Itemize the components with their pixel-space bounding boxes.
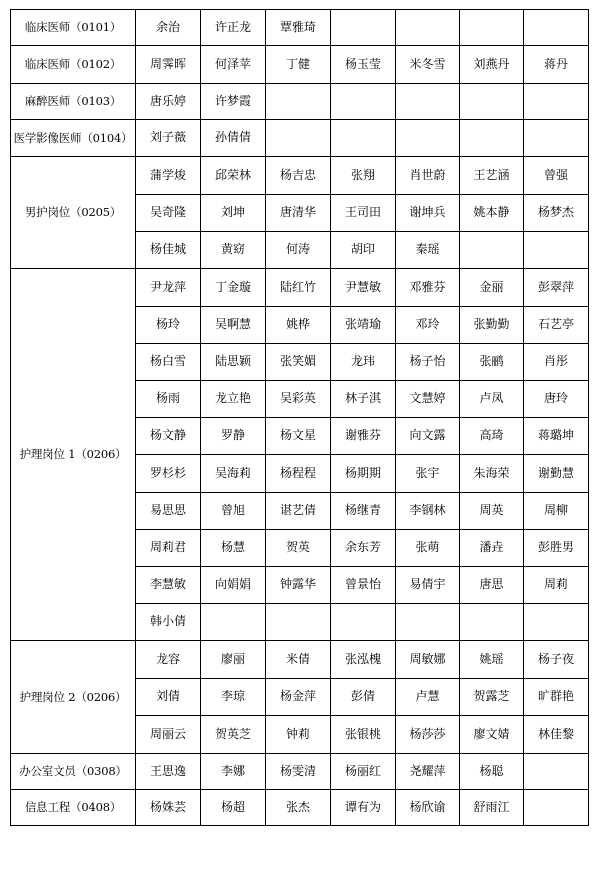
candidate-name-cell: 钟莉: [266, 716, 331, 754]
candidate-name-cell: 杨雯清: [266, 754, 331, 790]
candidate-name-cell: 张笑媚: [266, 344, 331, 381]
candidate-name-cell: 尹龙萍: [136, 269, 201, 307]
post-name-cell: 信息工程（0408）: [11, 790, 136, 826]
candidate-name-cell: [331, 120, 396, 157]
candidate-name-cell: 吴彩英: [266, 381, 331, 418]
candidate-name-cell: 潘垚: [460, 530, 524, 567]
candidate-name-cell: [331, 10, 396, 46]
candidate-name-cell: 向文露: [396, 418, 460, 455]
candidate-name-cell: 许正龙: [201, 10, 266, 46]
candidate-name-cell: 邓玲: [396, 307, 460, 344]
candidate-name-cell: 李钢林: [396, 493, 460, 530]
candidate-name-cell: 余东芳: [331, 530, 396, 567]
candidate-name-cell: 李娜: [201, 754, 266, 790]
candidate-name-cell: 杨金萍: [266, 679, 331, 716]
post-name-cell: 临床医师（0101）: [11, 10, 136, 46]
candidate-name-cell: 朱海荣: [460, 455, 524, 493]
candidate-name-cell: 刘燕丹: [460, 46, 524, 84]
candidate-name-cell: 姚瑶: [460, 641, 524, 679]
candidate-name-cell: 覃雅琦: [266, 10, 331, 46]
candidate-name-cell: 石艺亭: [524, 307, 589, 344]
candidate-name-cell: 何泽苹: [201, 46, 266, 84]
post-name-cell: 医学影像医师（0104）: [11, 120, 136, 157]
candidate-name-cell: 吴奇隆: [136, 195, 201, 232]
candidate-name-cell: 舒雨江: [460, 790, 524, 826]
candidate-name-cell: 丁健: [266, 46, 331, 84]
candidate-name-cell: 杨玉莹: [331, 46, 396, 84]
candidate-name-cell: 米冬雪: [396, 46, 460, 84]
candidate-name-cell: 谢坤兵: [396, 195, 460, 232]
table-row: [11, 46, 589, 84]
candidate-name-cell: 龙立艳: [201, 381, 266, 418]
candidate-name-cell: 刘倩: [136, 679, 201, 716]
candidate-name-cell: 唐思: [460, 567, 524, 604]
candidate-name-cell: [331, 604, 396, 641]
candidate-name-cell: 杨白雪: [136, 344, 201, 381]
candidate-name-cell: 曾旭: [201, 493, 266, 530]
candidate-name-cell: [266, 84, 331, 120]
candidate-name-cell: 李慧敏: [136, 567, 201, 604]
candidate-name-cell: [524, 120, 589, 157]
candidate-name-cell: 蒋璐坤: [524, 418, 589, 455]
candidate-name-cell: 谢勤慧: [524, 455, 589, 493]
candidate-name-cell: 王艺涵: [460, 157, 524, 195]
candidate-name-cell: 龙玮: [331, 344, 396, 381]
candidate-name-cell: 黄窈: [201, 232, 266, 269]
roster-table: [10, 9, 589, 826]
candidate-name-cell: 金丽: [460, 269, 524, 307]
table-row: [11, 790, 589, 826]
candidate-name-cell: 杨姝芸: [136, 790, 201, 826]
candidate-name-cell: 秦瑶: [396, 232, 460, 269]
candidate-name-cell: 邓雅芬: [396, 269, 460, 307]
candidate-name-cell: 刘子薇: [136, 120, 201, 157]
candidate-name-cell: [460, 604, 524, 641]
candidate-name-cell: 谢雅芬: [331, 418, 396, 455]
candidate-name-cell: 易倩宇: [396, 567, 460, 604]
candidate-name-cell: 张鹂: [460, 344, 524, 381]
candidate-name-cell: 张银桃: [331, 716, 396, 754]
candidate-name-cell: 高琦: [460, 418, 524, 455]
candidate-name-cell: 唐玲: [524, 381, 589, 418]
candidate-name-cell: 杨欣谕: [396, 790, 460, 826]
candidate-name-cell: 吴海莉: [201, 455, 266, 493]
candidate-name-cell: 姚本静: [460, 195, 524, 232]
candidate-name-cell: 杨程程: [266, 455, 331, 493]
candidate-name-cell: 杨文星: [266, 418, 331, 455]
candidate-name-cell: 易思思: [136, 493, 201, 530]
post-name-cell: 男护岗位（0205）: [11, 157, 136, 269]
candidate-name-cell: 蒲学焌: [136, 157, 201, 195]
candidate-name-cell: 王思逸: [136, 754, 201, 790]
candidate-name-cell: 杨子夜: [524, 641, 589, 679]
candidate-name-cell: 余治: [136, 10, 201, 46]
candidate-name-cell: 吴啊慧: [201, 307, 266, 344]
candidate-name-cell: 杨吉忠: [266, 157, 331, 195]
candidate-name-cell: 王司田: [331, 195, 396, 232]
post-name-cell: 办公室文员（0308）: [11, 754, 136, 790]
candidate-name-cell: 张杰: [266, 790, 331, 826]
candidate-name-cell: [524, 10, 589, 46]
candidate-name-cell: 钟露华: [266, 567, 331, 604]
candidate-name-cell: 张靖瑜: [331, 307, 396, 344]
candidate-name-cell: 张翔: [331, 157, 396, 195]
candidate-name-cell: 尧耀萍: [396, 754, 460, 790]
candidate-name-cell: [266, 604, 331, 641]
candidate-name-cell: 孙倩倩: [201, 120, 266, 157]
table-row: [11, 157, 589, 195]
candidate-name-cell: [266, 120, 331, 157]
candidate-name-cell: 丁金璇: [201, 269, 266, 307]
candidate-name-cell: 陆思颖: [201, 344, 266, 381]
candidate-name-cell: 唐乐婷: [136, 84, 201, 120]
candidate-name-cell: 杨超: [201, 790, 266, 826]
candidate-name-cell: 张泓槐: [331, 641, 396, 679]
candidate-name-cell: 杨文静: [136, 418, 201, 455]
candidate-name-cell: 陆红竹: [266, 269, 331, 307]
candidate-name-cell: 林子淇: [331, 381, 396, 418]
candidate-name-cell: [396, 10, 460, 46]
post-name-cell: 护理岗位 2（0206）: [11, 641, 136, 754]
table-row: [11, 84, 589, 120]
candidate-name-cell: 贺露芝: [460, 679, 524, 716]
candidate-name-cell: 周柳: [524, 493, 589, 530]
candidate-name-cell: 肖世蔚: [396, 157, 460, 195]
candidate-name-cell: 卢凤: [460, 381, 524, 418]
candidate-name-cell: [460, 10, 524, 46]
table-row: [11, 641, 589, 679]
roster-body: [11, 10, 589, 826]
candidate-name-cell: 李琼: [201, 679, 266, 716]
candidate-name-cell: 周英: [460, 493, 524, 530]
candidate-name-cell: 卢慧: [396, 679, 460, 716]
table-row: [11, 10, 589, 46]
post-name-cell: 麻醉医师（0103）: [11, 84, 136, 120]
candidate-name-cell: 周敏娜: [396, 641, 460, 679]
post-name-cell: 护理岗位 1（0206）: [11, 269, 136, 641]
candidate-name-cell: 张勤勤: [460, 307, 524, 344]
candidate-name-cell: [524, 604, 589, 641]
candidate-name-cell: 杨雨: [136, 381, 201, 418]
candidate-name-cell: 旷群艳: [524, 679, 589, 716]
candidate-name-cell: 米倩: [266, 641, 331, 679]
candidate-name-cell: 杨期期: [331, 455, 396, 493]
candidate-name-cell: [524, 232, 589, 269]
candidate-name-cell: 杨继青: [331, 493, 396, 530]
candidate-name-cell: [524, 790, 589, 826]
candidate-name-cell: 邱荣林: [201, 157, 266, 195]
candidate-name-cell: 刘坤: [201, 195, 266, 232]
candidate-name-cell: 杨聪: [460, 754, 524, 790]
candidate-name-cell: 何涛: [266, 232, 331, 269]
candidate-name-cell: 张萌: [396, 530, 460, 567]
candidate-name-cell: 林佳黎: [524, 716, 589, 754]
candidate-name-cell: 曾强: [524, 157, 589, 195]
candidate-name-cell: 胡印: [331, 232, 396, 269]
candidate-name-cell: [460, 232, 524, 269]
candidate-name-cell: 杨慧: [201, 530, 266, 567]
candidate-name-cell: 罗杉杉: [136, 455, 201, 493]
candidate-name-cell: 肖彤: [524, 344, 589, 381]
candidate-name-cell: [201, 604, 266, 641]
candidate-name-cell: 谌艺倩: [266, 493, 331, 530]
candidate-name-cell: [396, 84, 460, 120]
candidate-name-cell: 贺英芝: [201, 716, 266, 754]
post-name-cell: 临床医师（0102）: [11, 46, 136, 84]
candidate-name-cell: 向娟娟: [201, 567, 266, 604]
candidate-name-cell: 罗静: [201, 418, 266, 455]
candidate-name-cell: 周丽云: [136, 716, 201, 754]
candidate-name-cell: 姚桦: [266, 307, 331, 344]
candidate-name-cell: [460, 84, 524, 120]
candidate-name-cell: 廖丽: [201, 641, 266, 679]
candidate-name-cell: [524, 754, 589, 790]
candidate-name-cell: [396, 120, 460, 157]
candidate-name-cell: [331, 84, 396, 120]
candidate-name-cell: 曾景怡: [331, 567, 396, 604]
candidate-name-cell: 文慧婷: [396, 381, 460, 418]
table-row: [11, 754, 589, 790]
candidate-name-cell: 蒋丹: [524, 46, 589, 84]
candidate-name-cell: 周莉: [524, 567, 589, 604]
candidate-name-cell: 彭胜男: [524, 530, 589, 567]
candidate-name-cell: [396, 604, 460, 641]
candidate-name-cell: 杨丽红: [331, 754, 396, 790]
candidate-name-cell: 彭倩: [331, 679, 396, 716]
candidate-name-cell: 杨莎莎: [396, 716, 460, 754]
candidate-name-cell: 杨玲: [136, 307, 201, 344]
candidate-name-cell: 周霁晖: [136, 46, 201, 84]
candidate-name-cell: 谭有为: [331, 790, 396, 826]
candidate-name-cell: 杨梦杰: [524, 195, 589, 232]
candidate-name-cell: 周莉君: [136, 530, 201, 567]
candidate-name-cell: 张宇: [396, 455, 460, 493]
table-row: [11, 269, 589, 307]
candidate-name-cell: 龙容: [136, 641, 201, 679]
candidate-name-cell: 彭翠萍: [524, 269, 589, 307]
candidate-name-cell: 许梦霞: [201, 84, 266, 120]
candidate-name-cell: 杨子怡: [396, 344, 460, 381]
candidate-name-cell: 韩小倩: [136, 604, 201, 641]
candidate-name-cell: 廖文婧: [460, 716, 524, 754]
candidate-name-cell: 唐清华: [266, 195, 331, 232]
candidate-name-cell: 尹慧敏: [331, 269, 396, 307]
candidate-name-cell: 贺英: [266, 530, 331, 567]
candidate-name-cell: 杨佳城: [136, 232, 201, 269]
candidate-name-cell: [460, 120, 524, 157]
candidate-name-cell: [524, 84, 589, 120]
table-row: [11, 120, 589, 157]
